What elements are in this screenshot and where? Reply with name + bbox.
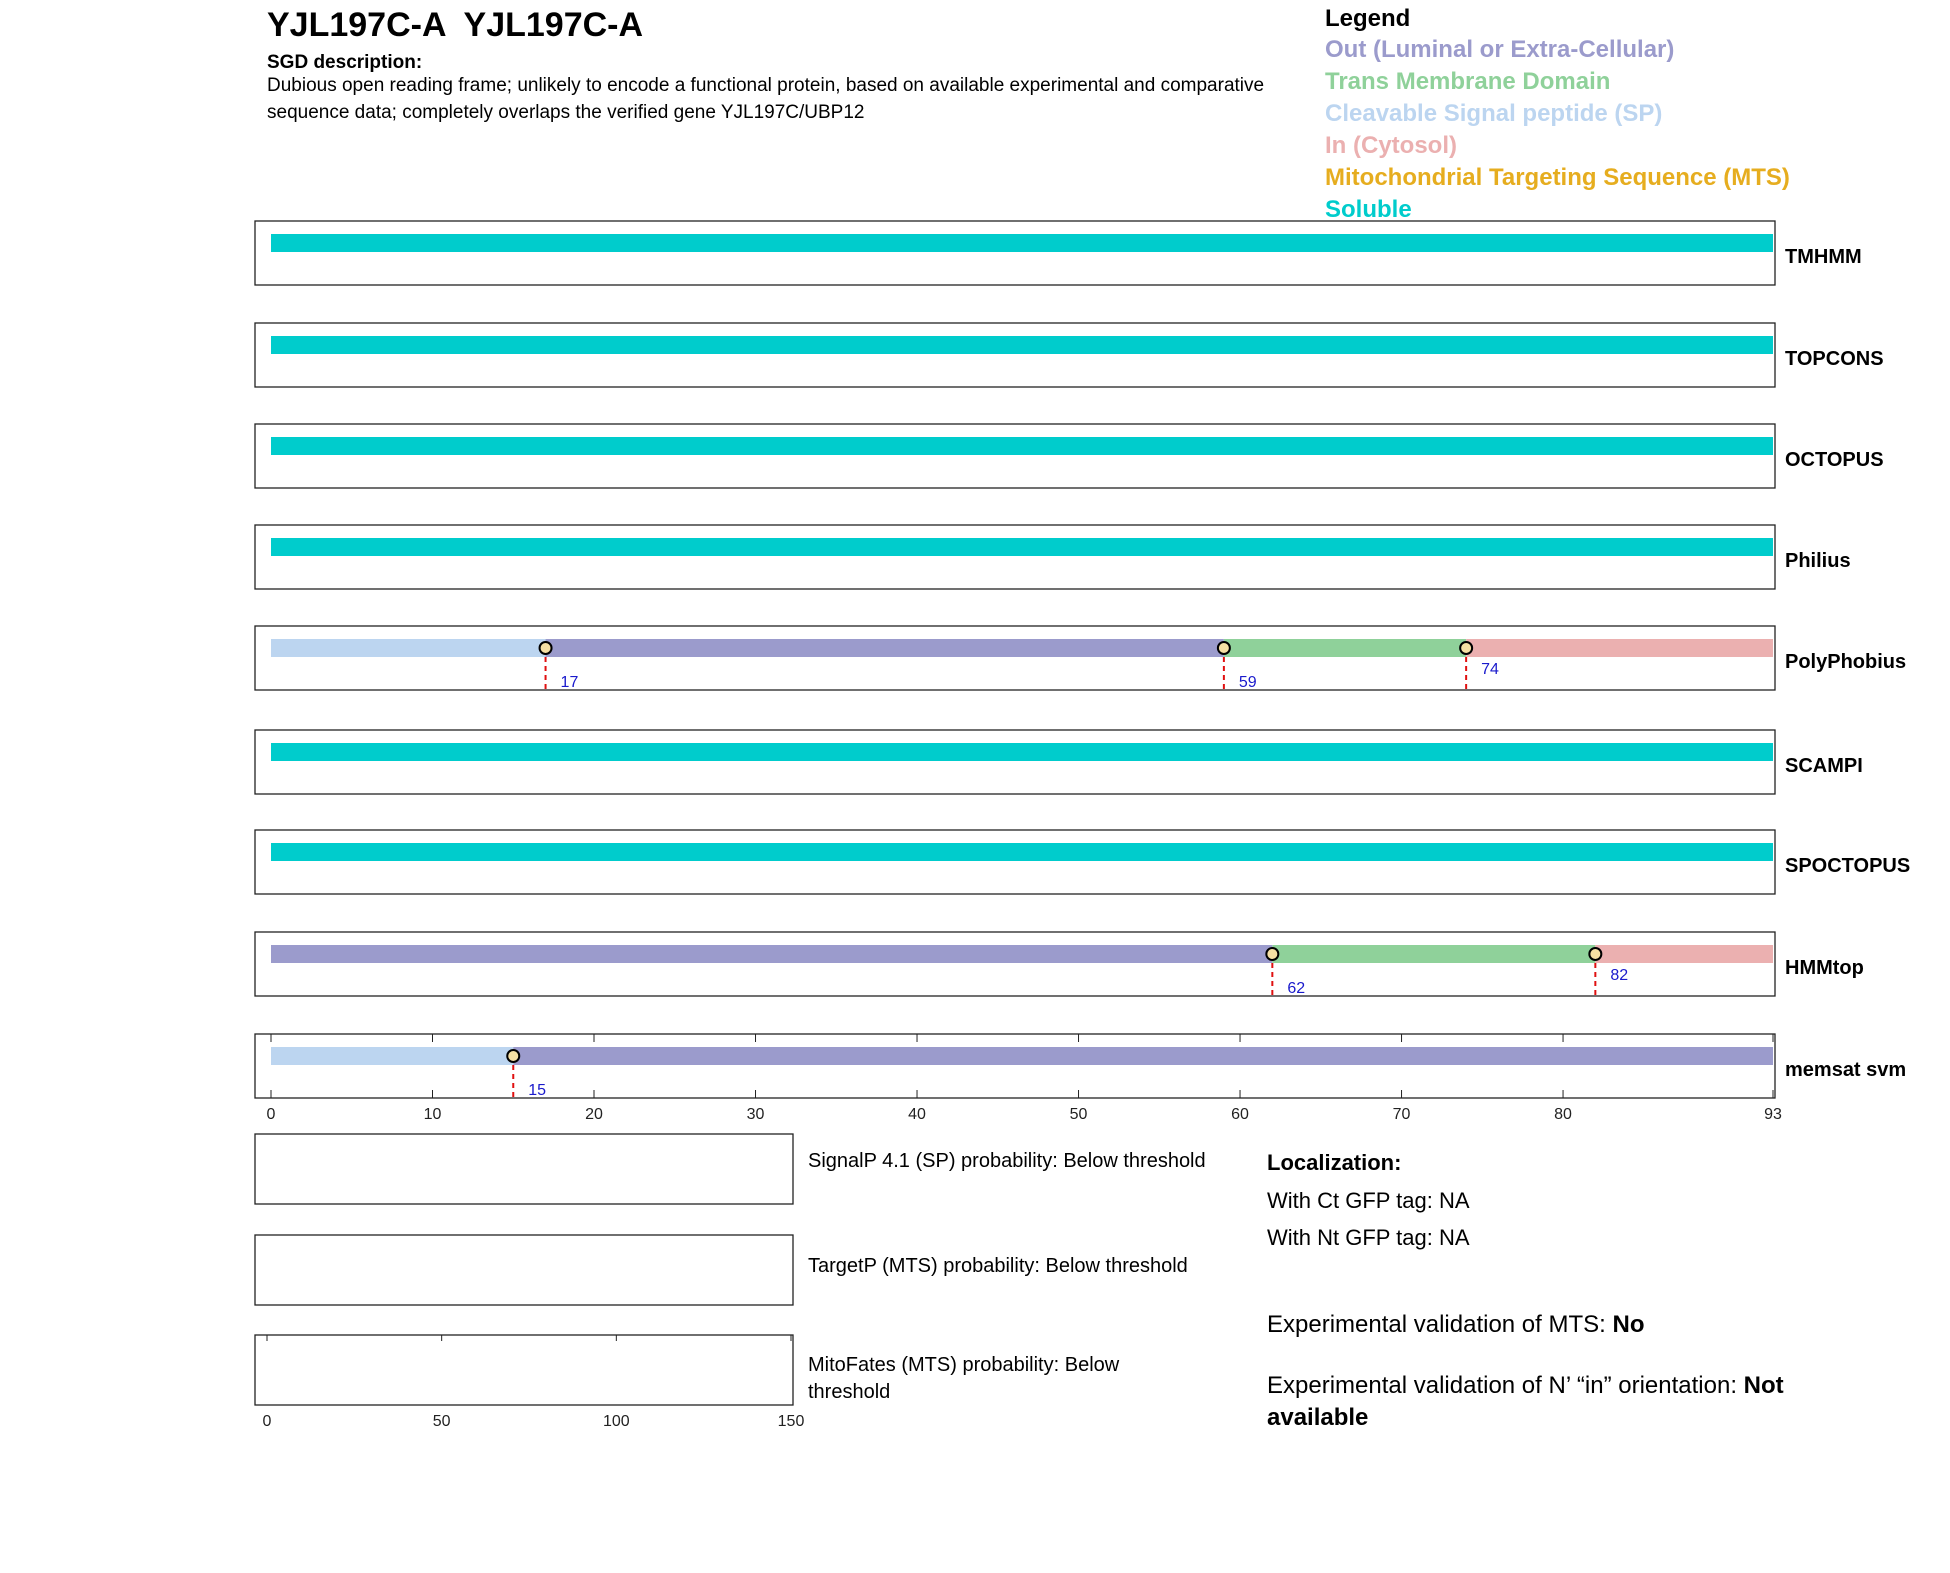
track-box-hmmtop	[255, 932, 1775, 996]
segment-in	[1466, 639, 1773, 657]
track-box-tmhmm	[255, 221, 1775, 285]
segment-out	[513, 1047, 1773, 1065]
x-tick-label: 30	[746, 1106, 765, 1123]
nt-gfp-line: With Nt GFP tag: NA	[1267, 1225, 1470, 1250]
x-tick-label: 10	[423, 1106, 442, 1123]
boundary-marker	[1460, 642, 1472, 654]
segment-in	[1595, 945, 1773, 963]
boundary-label: 62	[1287, 980, 1306, 997]
segment-out	[271, 945, 1272, 963]
segment-soluble	[271, 843, 1773, 861]
legend-item-tm: Trans Membrane Domain	[1325, 68, 1611, 95]
legend-item-out: Out (Luminal or Extra-Cellular)	[1325, 36, 1675, 63]
segment-sp	[271, 1047, 513, 1065]
legend-item-mts: Mitochondrial Targeting Sequence (MTS)	[1325, 164, 1790, 191]
x-tick-label: 40	[908, 1106, 926, 1123]
boundary-marker	[1589, 948, 1601, 960]
boundary-marker	[1266, 948, 1278, 960]
segment-tm	[1272, 945, 1595, 963]
segment-soluble	[271, 336, 1773, 354]
signalp-probability-text: SignalP 4.1 (SP) probability: Below threshold	[808, 1150, 1206, 1172]
track-name-scampi: SCAMPI	[1785, 755, 1863, 777]
orientation-validation	[1267, 1370, 1887, 1434]
probability-panel-box	[255, 1235, 793, 1305]
boundary-marker	[1218, 642, 1230, 654]
segment-soluble	[271, 538, 1773, 556]
track-box-spoctopus	[255, 830, 1775, 894]
track-box-philius	[255, 525, 1775, 589]
x-tick-label: 20	[585, 1106, 603, 1123]
legend-title: Legend	[1325, 5, 1411, 32]
track-name-memsat-svm: memsat svm	[1785, 1059, 1907, 1081]
sgd-description-label: SGD description:	[267, 52, 423, 73]
ct-gfp-line: With Ct GFP tag: NA	[1267, 1188, 1470, 1213]
page-title: YJL197C-A YJL197C-A	[267, 6, 644, 44]
track-box-octopus	[255, 424, 1775, 488]
prob-x-tick-label: 150	[777, 1413, 805, 1430]
track-name-tmhmm: TMHMM	[1785, 246, 1862, 268]
track-name-polyphobius: PolyPhobius	[1785, 651, 1907, 673]
track-box-topcons	[255, 323, 1775, 387]
x-tick-label: 60	[1231, 1106, 1249, 1123]
boundary-label: 17	[560, 674, 579, 691]
probability-panel-box	[255, 1335, 793, 1405]
track-name-philius: Philius	[1785, 550, 1851, 572]
boundary-label: 82	[1610, 967, 1629, 984]
segment-soluble	[271, 437, 1773, 455]
segment-soluble	[271, 743, 1773, 761]
legend-item-soluble: Soluble	[1325, 196, 1412, 223]
sgd-description-text: Dubious open reading frame; unlikely to encode a functional protein, based on available experimental and comparative sequence data; completely overlaps the verified gene YJL197C/UBP12	[267, 75, 1265, 123]
track-name-topcons: TOPCONS	[1785, 348, 1884, 370]
prob-x-tick-label: 50	[432, 1413, 451, 1430]
boundary-label: 59	[1238, 674, 1257, 691]
mitofates-probability-text: MitoFates (MTS) probability: Below threshold	[808, 1354, 1120, 1403]
boundary-label: 15	[528, 1082, 547, 1099]
mts-validation-value: No	[1612, 1311, 1645, 1338]
probability-panel-box	[255, 1134, 793, 1204]
segment-out	[546, 639, 1224, 657]
prob-x-tick-label: 0	[262, 1413, 272, 1430]
mts-validation	[1267, 1311, 1644, 1339]
x-tick-label: 70	[1392, 1106, 1411, 1123]
orientation-validation-value: Not available	[1267, 1372, 1784, 1431]
localization-heading: Localization:	[1267, 1150, 1402, 1175]
track-name-hmmtop: HMMtop	[1785, 957, 1864, 979]
prob-x-tick-label: 100	[602, 1413, 630, 1430]
boundary-label: 74	[1481, 661, 1499, 678]
track-name-octopus: OCTOPUS	[1785, 449, 1884, 471]
boundary-marker	[540, 642, 552, 654]
mts-validation-label: Experimental validation of MTS:	[1267, 1311, 1613, 1338]
boundary-marker	[507, 1050, 519, 1062]
x-tick-label: 93	[1764, 1106, 1782, 1123]
track-box-polyphobius	[255, 626, 1775, 690]
track-box-memsat-svm	[255, 1034, 1775, 1098]
x-tick-label: 50	[1069, 1106, 1088, 1123]
legend-item-sp: Cleavable Signal peptide (SP)	[1325, 100, 1663, 127]
x-tick-label: 0	[266, 1106, 276, 1123]
segment-soluble	[271, 234, 1773, 252]
targetp-probability-text: TargetP (MTS) probability: Below threshold	[808, 1255, 1188, 1277]
segment-tm	[1224, 639, 1466, 657]
x-tick-label: 80	[1554, 1106, 1572, 1123]
segment-sp	[271, 639, 546, 657]
track-box-scampi	[255, 730, 1775, 794]
legend-item-in: In (Cytosol)	[1325, 132, 1457, 159]
track-name-spoctopus: SPOCTOPUS	[1785, 855, 1911, 877]
orientation-validation-label: Experimental validation of N’ “in” orientation:	[1267, 1372, 1744, 1399]
